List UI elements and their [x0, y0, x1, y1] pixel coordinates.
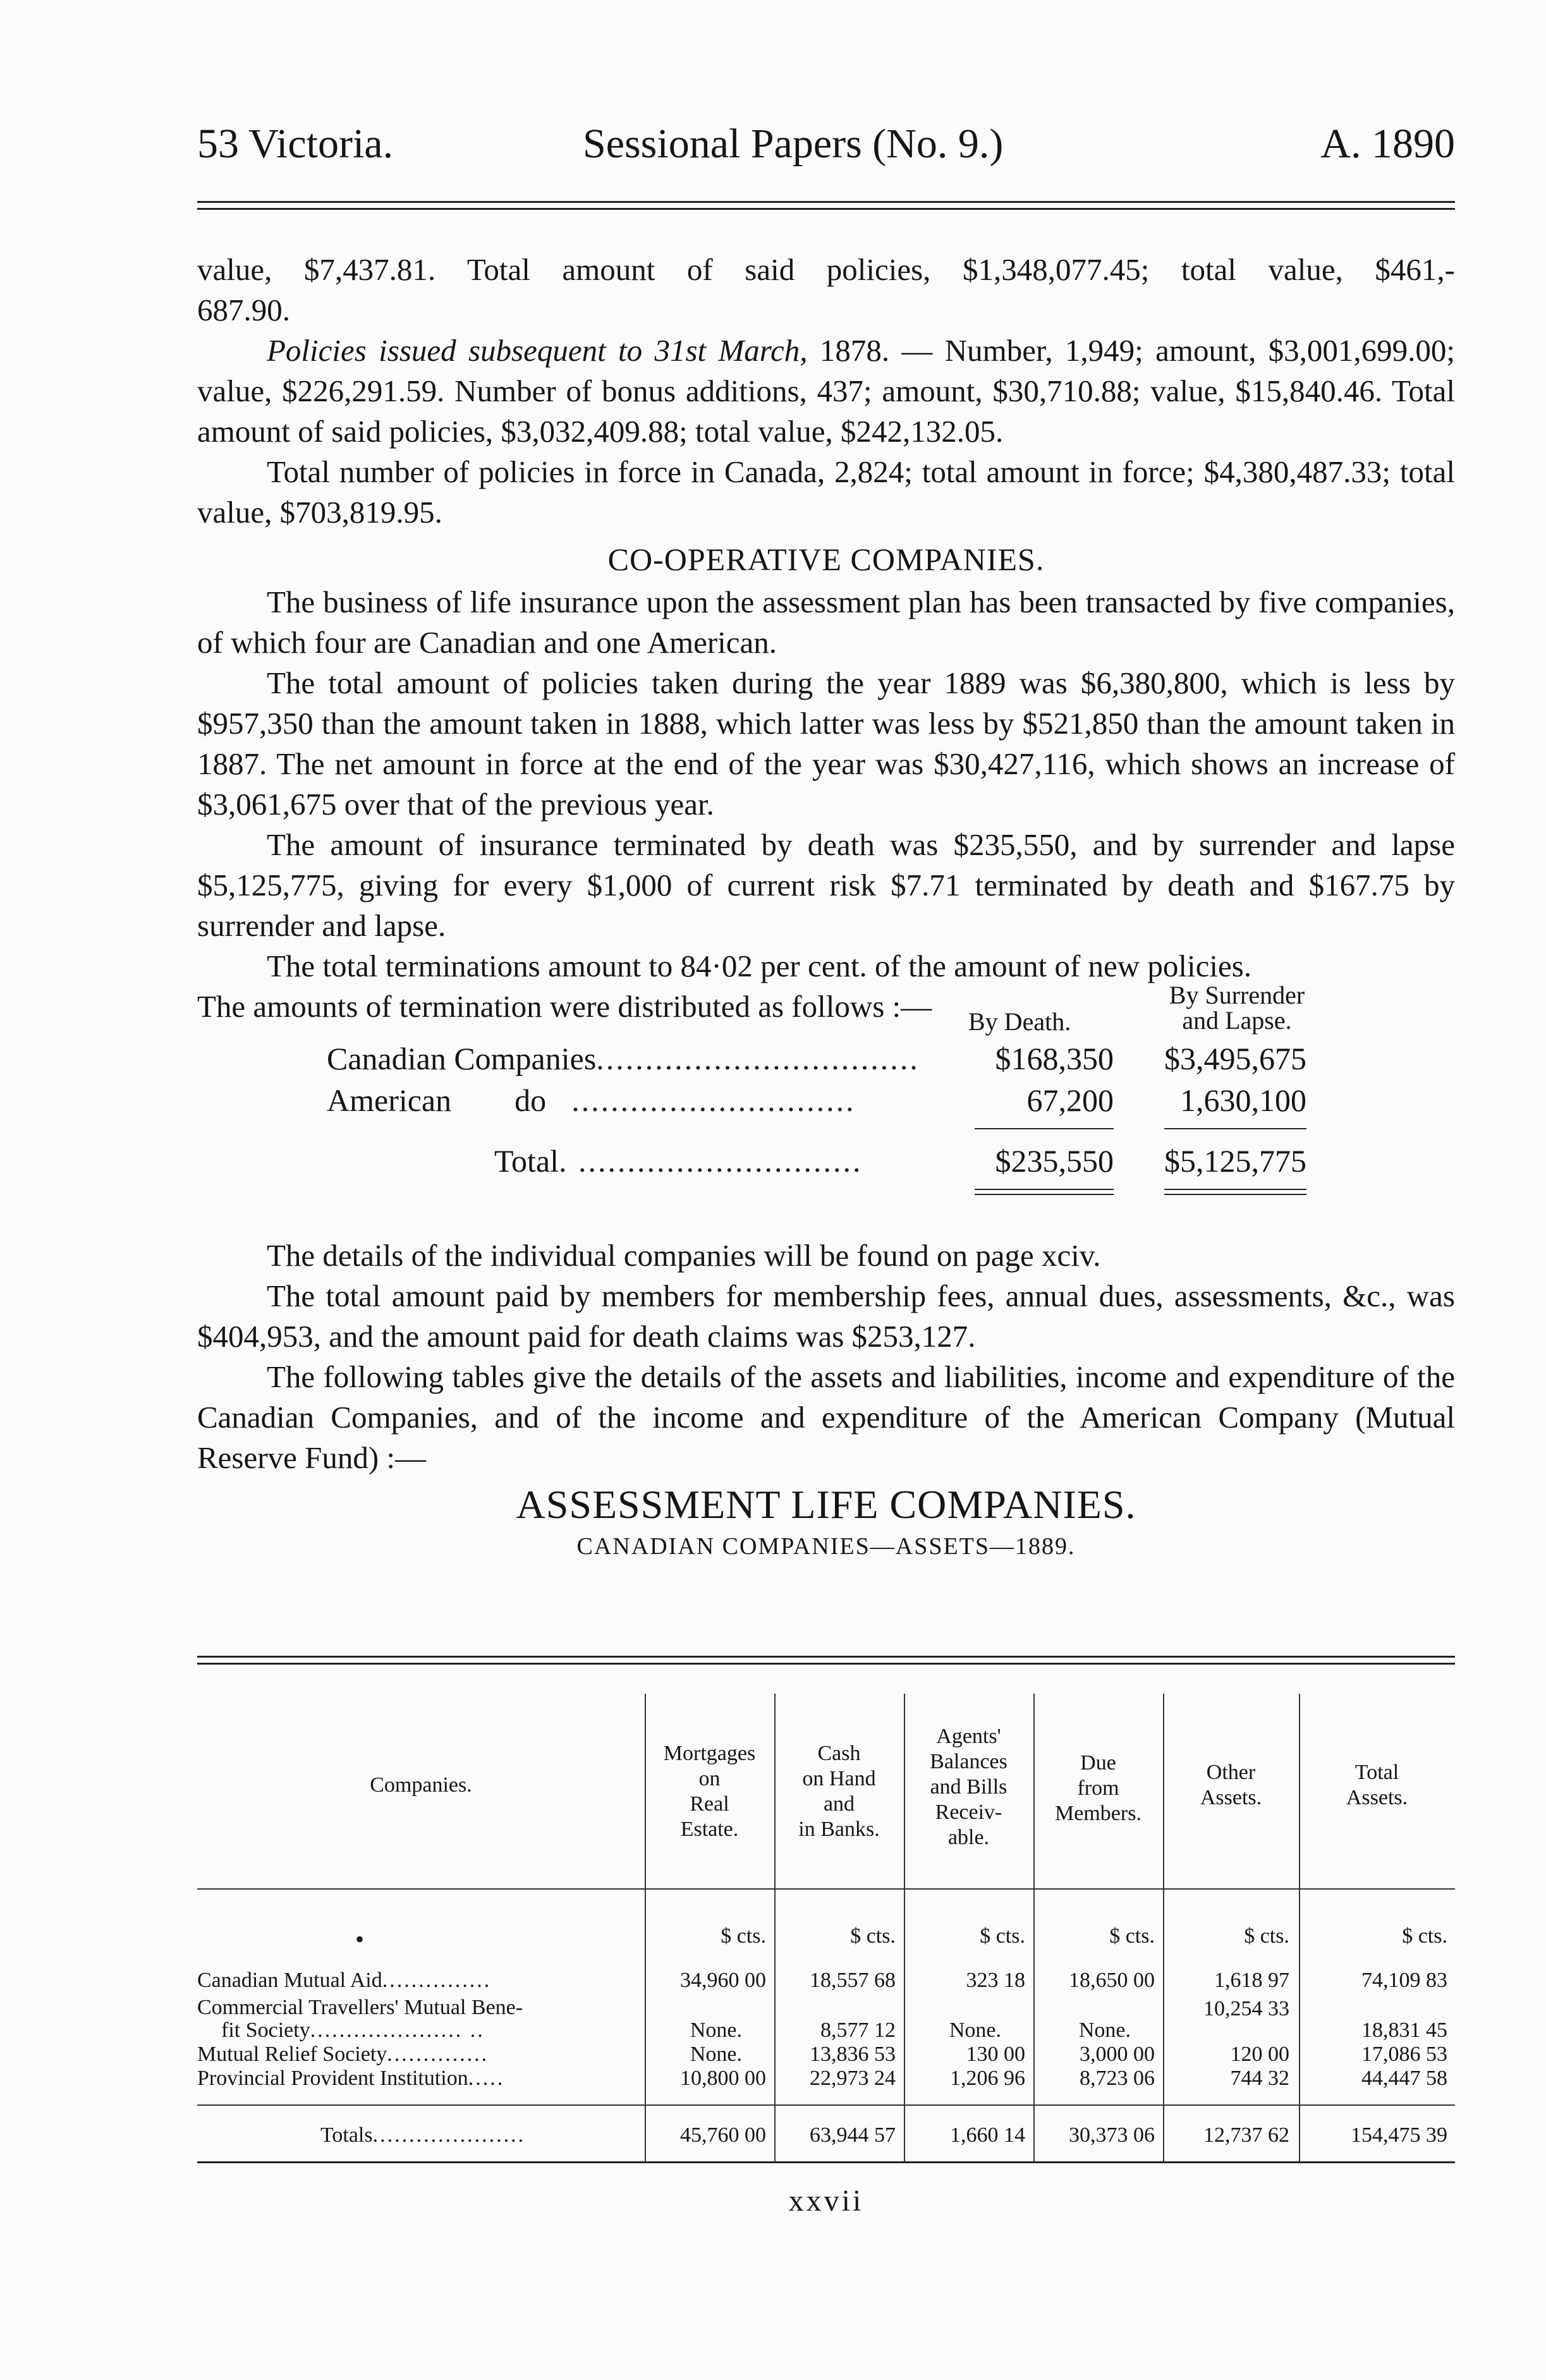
cell-cash [774, 2043, 896, 2067]
cell-dollars: 10,800 [680, 2067, 740, 2090]
header-cash-l3: and [823, 1792, 855, 1816]
cell-other [1163, 1997, 1289, 2021]
cell-dollars: 22,973 [810, 2067, 869, 2090]
paragraph-distribution-intro: The amounts of termination were distributed as follows :— [197, 989, 932, 1024]
cell-cents: 00 [745, 2067, 766, 2090]
header-total-l1: Total [1354, 1761, 1399, 1784]
col-by-surrender-line2: and Lapse. [1182, 1006, 1292, 1035]
cell-cents: 00 [1004, 2043, 1025, 2066]
page-header [197, 120, 1455, 171]
company-name: Mutual Relief Society [197, 2043, 387, 2066]
paragraph-policies-subsequent [197, 331, 1455, 452]
cell-mortgages [645, 2019, 766, 2043]
cell-cents: 00 [745, 1969, 766, 1992]
cell-cents: 18 [1004, 1969, 1025, 1992]
cell-cents: 06 [1133, 2067, 1155, 2090]
cell-cents: 53 [874, 2043, 896, 2066]
paragraph-coop-4: The total terminations amount to 84·02 per cent. of the amount of new policies. [267, 949, 1252, 983]
totals-top-rule [197, 2104, 1455, 2106]
cell-cents: 53 [1426, 2043, 1447, 2066]
header-mortgages-l2: on [698, 1767, 721, 1790]
cell-other [1163, 2067, 1289, 2091]
table-row-mutual-relief [197, 2043, 489, 2067]
cell-agents [904, 2067, 1025, 2091]
total-label-text: Total [494, 1143, 559, 1179]
leader-dots: . ............................. [559, 1143, 863, 1179]
cell-dollars: 8,723 [1080, 2067, 1128, 2090]
header-agents-l4: Receiv- [935, 1800, 1002, 1824]
totals-label-text: Totals [320, 2123, 373, 2147]
cell-dollars: 1,618 [1214, 1969, 1263, 1992]
company-name: Canadian Mutual Aid [197, 1969, 382, 1992]
header-other-l2: Assets. [1200, 1786, 1262, 1809]
cell-total [1299, 2019, 1447, 2043]
total-due [1033, 2123, 1155, 2147]
total-label [494, 1141, 863, 1181]
paragraph-coop-2: The total amount of policies taken during the year 1889 was $6,380,800, which is less by $957,350 than the amount taken in 1888, which latter was less by $521,850 than the amount taken in 1887. The net amount in force at the end of the year was $30,427,116, which shows an increase of $3,061,675 over that of the previous year. [197, 665, 1455, 822]
unit-total: $ cts. [1402, 1924, 1447, 1948]
cell-agents [904, 2019, 1025, 2043]
cell-due [1033, 2043, 1155, 2067]
cell-dollars: 12,737 [1203, 2123, 1263, 2147]
paragraph-total-in-force: Total number of policies in force in Canada, 2,824; total amount in force; $4,380,487.33; total value, $703,819.95. [197, 454, 1455, 530]
cell-cents: 96 [1004, 2067, 1025, 2090]
cell-cents: 58 [1426, 2067, 1447, 2090]
policies-italic-text: Policies issued subsequent to 31st March, [267, 333, 808, 368]
company-name: fit Society [221, 2019, 310, 2042]
unit-mortgages: $ cts. [721, 1924, 766, 1948]
cell-dollars: 18,557 [810, 1969, 869, 1992]
header-cash [774, 1741, 904, 1842]
cell-cents: 32 [1268, 2067, 1289, 2090]
col-by-surrender-line1: By Surrender [1169, 981, 1305, 1009]
header-title: Sessional Papers (No. 9.) [583, 121, 1004, 167]
leader-dots: .............. [387, 2043, 489, 2066]
cell-cents: 33 [1268, 1997, 1289, 2020]
leader-dots: ..................... .. [310, 2019, 485, 2042]
title-canadian-assets: CANADIAN COMPANIES—ASSETS—1889. [576, 1533, 1076, 1560]
unit-agents: $ cts. [980, 1924, 1025, 1948]
paragraph-coop-1: The business of life insurance upon the assessment plan has been transacted by five companies, of which four are Canadian and one American. [197, 585, 1455, 660]
page-number: xxvii [788, 2184, 864, 2218]
total-agents [904, 2123, 1025, 2147]
leader-dots: ................................. [596, 1041, 920, 1076]
row-american-label [327, 1080, 856, 1120]
header-cash-l1: Cash [817, 1742, 861, 1765]
cell-total [1299, 2067, 1447, 2091]
paragraph-value-cont: 687.90. [197, 293, 290, 327]
header-companies: Companies. [370, 1773, 472, 1797]
company-name-line1: Commercial Travellers' Mutual Bene- [197, 1996, 523, 2019]
leader-dots: ............................. [571, 1083, 856, 1118]
cell-dollars: 18,650 [1069, 1969, 1128, 1992]
header-mortgages-l4: Estate. [680, 1818, 739, 1841]
header-cash-l4: in Banks. [798, 1818, 880, 1841]
header-total-l2: Assets. [1346, 1786, 1408, 1809]
cell-dollars: None. [690, 2043, 742, 2066]
cell-cents: 06 [1133, 2123, 1155, 2147]
sum-rule-surrender [1164, 1128, 1306, 1129]
cell-dollars: 744 [1230, 2067, 1263, 2090]
header-cash-l2: on Hand [802, 1767, 876, 1790]
paragraph-membership: The total amount paid by members for membership fees, annual dues, assessments, &c., was $404,953, and the amount paid for death claims was $253,127. [197, 1278, 1455, 1354]
cell-dollars: 13,836 [810, 2043, 869, 2066]
cell-mortgages [645, 2067, 766, 2091]
row-american-death: 67,200 [1026, 1083, 1114, 1118]
cell-dollars: None. [1078, 2019, 1131, 2042]
cell-cents: 00 [1133, 1969, 1155, 1992]
header-mortgages-l3: Real [690, 1792, 729, 1816]
cell-dollars: 30,373 [1069, 2123, 1128, 2147]
cell-dollars: 44,447 [1361, 2067, 1421, 2090]
cell-dollars: None. [690, 2019, 742, 2042]
row-canadian-death: $168,350 [995, 1041, 1114, 1076]
header-mortgages-l1: Mortgages [663, 1742, 756, 1765]
title-assessment-life: ASSESSMENT LIFE COMPANIES. [516, 1482, 1136, 1527]
cell-cents: 68 [874, 1969, 896, 1992]
total-cash [774, 2123, 896, 2147]
cell-mortgages [645, 1969, 766, 1993]
cell-total [1299, 1969, 1447, 1993]
cell-cash [774, 2067, 896, 2091]
row-american-surrender: 1,630,100 [1180, 1083, 1306, 1118]
row-american-text: American [327, 1083, 452, 1118]
cell-cents: 83 [1426, 1969, 1447, 1992]
cell-cents: 00 [745, 2123, 766, 2147]
unit-other: $ cts. [1244, 1924, 1289, 1948]
total-total [1299, 2123, 1447, 2147]
cell-cents: 00 [1268, 2043, 1289, 2066]
cell-cents: 39 [1426, 2123, 1447, 2147]
header-rule [197, 201, 1455, 210]
cell-dollars: 323 [966, 1969, 999, 1992]
policies-rest-text: 1878. — Number, 1,949; amount, $3,001,699.00; value, $226,291.59. Number of bonus additions, 437; amount, $30,710.88; value, $15,840.46. Total amount of said policies, $3,032,409.88; total value, $242,132.05. [197, 333, 1456, 449]
leader-dots: ............... [382, 1969, 492, 1992]
row-canadian-text: Canadian Companies [327, 1041, 597, 1076]
col-by-death: By Death. [968, 1007, 1071, 1036]
header-agents-l3: and Bills [930, 1775, 1007, 1799]
cell-due [1033, 2019, 1155, 2043]
cell-dollars: 3,000 [1080, 2043, 1128, 2066]
body-text [197, 250, 1455, 1567]
double-rule-surrender [1164, 1189, 1306, 1195]
leader-dots: ..................... [372, 2123, 526, 2147]
cell-dollars: 8,577 [820, 2019, 869, 2042]
header-due-l3: Members. [1055, 1802, 1141, 1825]
cell-dollars: None. [949, 2019, 1001, 2042]
header-total [1299, 1760, 1455, 1811]
total-other [1163, 2123, 1289, 2147]
header-mortgages [645, 1741, 774, 1842]
bullet-mark: • [355, 1925, 365, 1953]
cell-cents: 45 [1426, 2019, 1447, 2042]
cell-cash [774, 1969, 896, 1993]
table-row-canadian-mutual [197, 1969, 491, 1993]
header-due-l2: from [1077, 1776, 1119, 1800]
cell-other [1163, 1969, 1289, 1993]
leader-dots: ..... [468, 2067, 505, 2090]
cell-dollars: 45,760 [680, 2123, 740, 2147]
company-name: Provincial Provident Institution [197, 2067, 468, 2090]
header-other [1163, 1760, 1299, 1811]
cell-dollars: 18,831 [1361, 2019, 1421, 2042]
cell-dollars: 120 [1230, 2043, 1263, 2066]
cell-agents [904, 1969, 1025, 1993]
row-canadian-label [327, 1038, 920, 1079]
paragraph-value-line: value, $7,437.81. Total amount of said policies, $1,348,077.45; total value, $461,- [197, 252, 1455, 287]
cell-cents: 62 [1268, 2123, 1289, 2147]
total-surrender: $5,125,775 [1164, 1143, 1306, 1179]
cell-cash [774, 2019, 896, 2043]
section-title-cooperative: CO-OPERATIVE COMPANIES. [607, 542, 1045, 577]
table-top-rule [197, 1656, 1455, 1665]
header-due [1033, 1751, 1163, 1826]
row-canadian-surrender: $3,495,675 [1164, 1041, 1306, 1076]
header-agents-l1: Agents' [936, 1725, 1001, 1748]
cell-dollars: 154,475 [1351, 2123, 1421, 2147]
cell-dollars: 74,109 [1361, 1969, 1421, 1992]
cell-other [1163, 2043, 1289, 2067]
double-rule-death [975, 1189, 1114, 1195]
col-by-surrender [1161, 983, 1313, 1033]
cell-cents: 00 [1133, 2043, 1155, 2066]
header-agents-l2: Balances [930, 1750, 1007, 1773]
header-other-l1: Other [1206, 1761, 1256, 1784]
header-session: 53 Victoria. [197, 121, 394, 167]
header-bottom-rule [197, 1888, 1455, 1890]
cell-mortgages [645, 2043, 766, 2067]
paragraph-following-tables: The following tables give the details of the assets and liabilities, income and expenditure of the Canadian Companies, and of the income and expenditure of the American Company (Mutual Reserve Fund) :— [197, 1359, 1455, 1475]
cell-dollars: 34,960 [680, 1969, 740, 1992]
cell-dollars: 1,660 [950, 2123, 999, 2147]
header-agents [904, 1724, 1033, 1850]
unit-cash: $ cts. [850, 1924, 896, 1948]
total-mortgages [645, 2123, 766, 2147]
header-due-l1: Due [1080, 1751, 1116, 1775]
unit-due: $ cts. [1109, 1924, 1155, 1948]
sum-rule-death [975, 1128, 1114, 1129]
cell-cents: 24 [874, 2067, 896, 2090]
header-year: A. 1890 [1320, 121, 1455, 167]
table-row-commercial-travellers-cont [197, 2019, 485, 2043]
table-row-provincial-provident [197, 2067, 504, 2091]
cell-agents [904, 2043, 1025, 2067]
cell-due [1033, 2067, 1155, 2091]
cell-dollars: 17,086 [1361, 2043, 1421, 2066]
cell-due [1033, 1969, 1155, 1993]
cell-cents: 14 [1004, 2123, 1025, 2147]
cell-cents: 57 [874, 2123, 896, 2147]
paragraph-details: The details of the individual companies will be found on page xciv. [267, 1238, 1101, 1273]
cell-dollars: 130 [966, 2043, 999, 2066]
cell-cents: 12 [874, 2019, 896, 2042]
cell-cents: 97 [1268, 1969, 1289, 1992]
row-american-ditto: do [514, 1083, 547, 1118]
cell-dollars: 1,206 [950, 2067, 999, 2090]
total-death: $235,550 [995, 1143, 1114, 1179]
header-agents-l5: able. [947, 1826, 990, 1849]
cell-total [1299, 2043, 1447, 2067]
cell-dollars: 10,254 [1203, 1997, 1263, 2020]
table-row-commercial-travellers [197, 1996, 523, 2020]
cell-dollars: 63,944 [810, 2123, 869, 2147]
paragraph-coop-3: The amount of insurance terminated by death was $235,550, and by surrender and lapse $5,125,775, giving for every $1,000 of current risk $7.71 terminated by death and $167.75 by surrender and lapse. [197, 827, 1455, 943]
table-bottom-rule [197, 2161, 1455, 2163]
totals-label [320, 2123, 525, 2147]
